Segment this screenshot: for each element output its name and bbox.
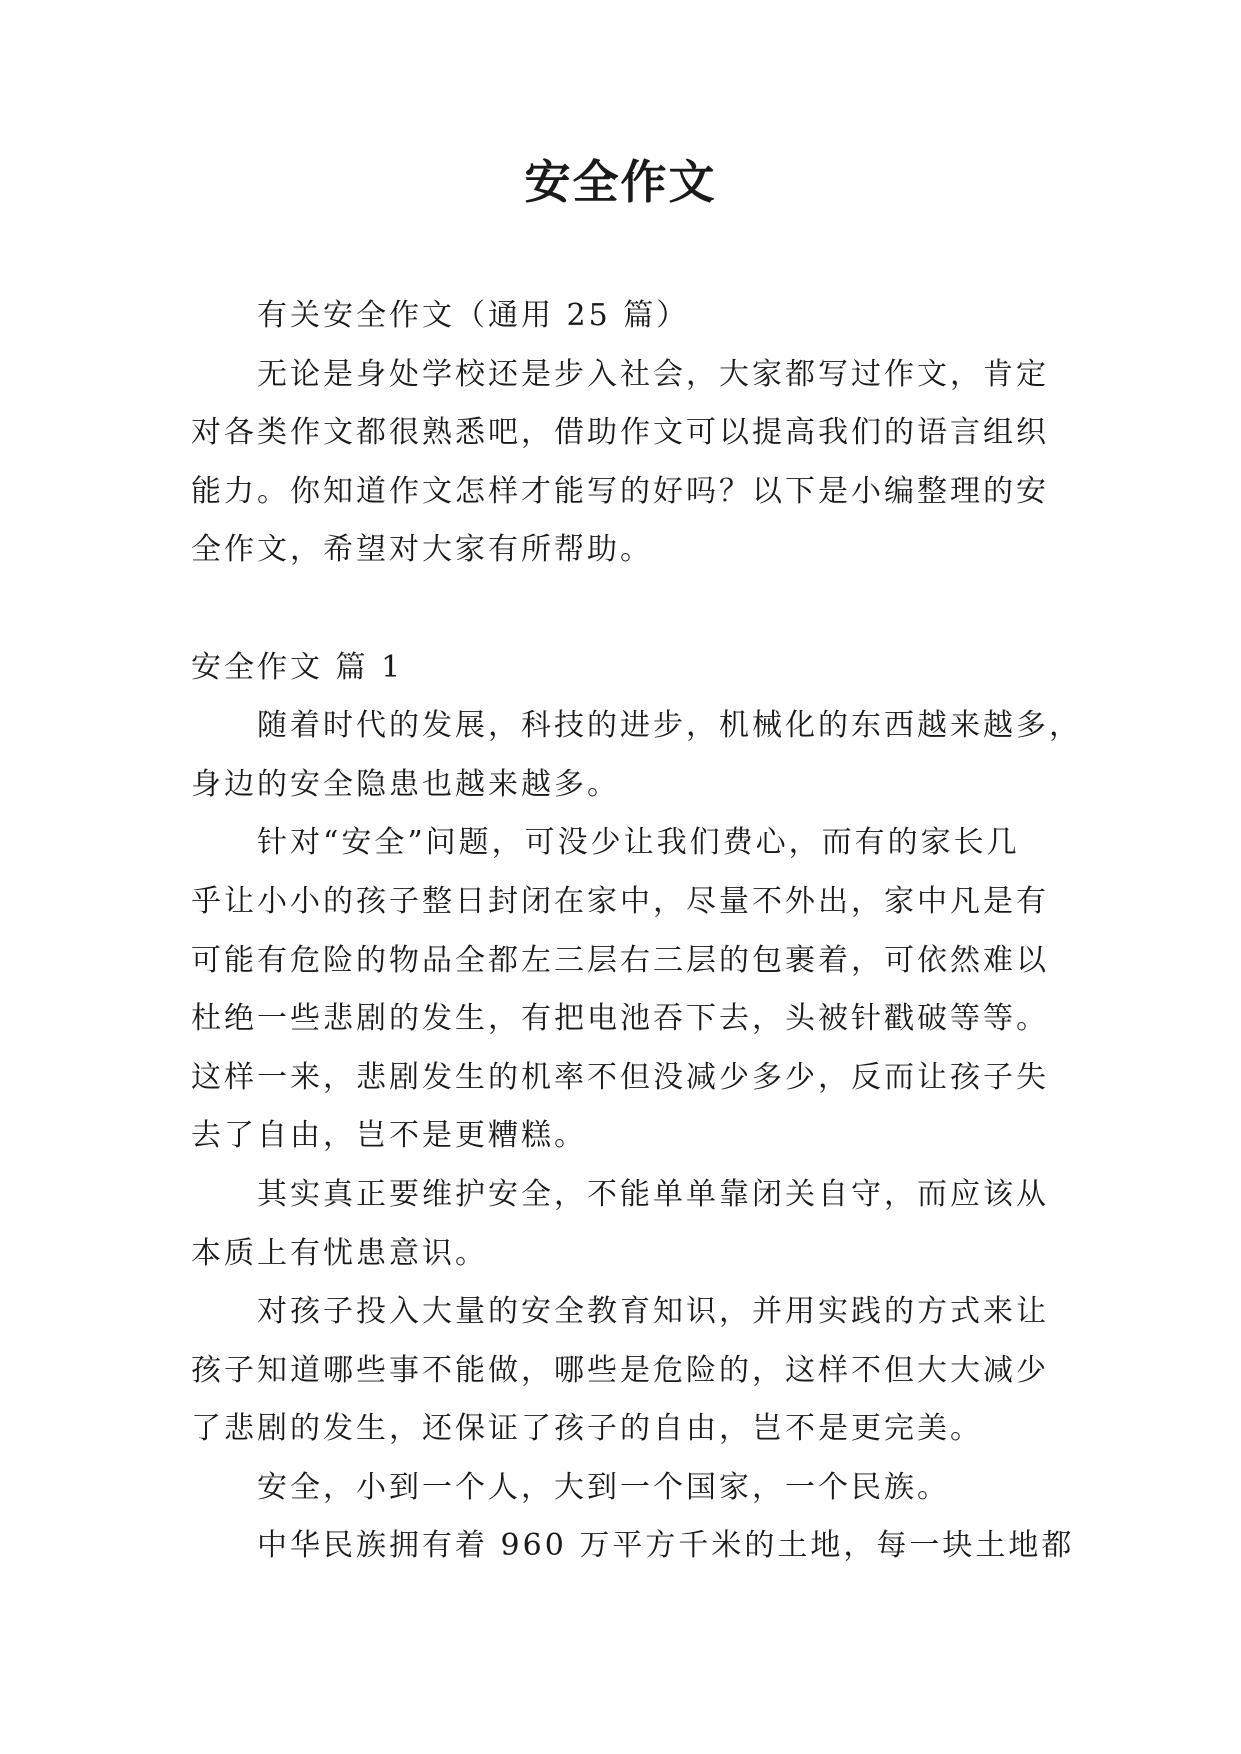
document-body [191, 287, 1082, 1576]
text-line: 杜绝一些悲剧的发生，有把电池吞下去，头被针戳破等等。 [191, 1001, 1049, 1037]
text-line: 对孩子投入大量的安全教育知识，并用实践的方式来让 [257, 1294, 1049, 1330]
text-line: 随着时代的发展，科技的进步，机械化的东西越来越多， [257, 708, 1082, 744]
text-line: 了悲剧的发生，还保证了孩子的自由，岂不是更完美。 [191, 1411, 983, 1447]
text-line: 中华民族拥有着 960 万平方千米的土地，每一块土地都 [257, 1528, 1075, 1564]
text-line: 对各类作文都很熟悉吧，借助作文可以提高我们的语言组织 [191, 415, 1049, 451]
text-line: 能力。你知道作文怎样才能写的好吗？以下是小编整理的安 [191, 473, 1049, 509]
text-line: 有关安全作文（通用 25 篇） [257, 298, 690, 333]
text-line: 身边的安全隐患也越来越多。 [191, 766, 620, 802]
text-line: 这样一来，悲剧发生的机率不但没减少多少，反而让孩子失 [191, 1059, 1049, 1095]
text-line: 安全，小到一个人，大到一个国家，一个民族。 [257, 1469, 950, 1505]
text-line: 孩子知道哪些事不能做，哪些是危险的，这样不但大大减少 [191, 1352, 1049, 1388]
text-line: 安全作文 篇 1 [191, 649, 404, 685]
text-line: 可能有危险的物品全都左三层右三层的包裹着，可依然难以 [191, 942, 1049, 978]
blank-line [191, 580, 1051, 639]
text-line: 本质上有忧患意识。 [191, 1235, 488, 1271]
text-line: 其实真正要维护安全，不能单单靠闭关自守，而应该从 [257, 1176, 1049, 1212]
document-title: 安全作文 [524, 155, 717, 209]
text-line: 乎让小小的孩子整日封闭在家中，尽量不外出，家中凡是有 [191, 883, 1049, 919]
text-line: 无论是身处学校还是步入社会，大家都写过作文，肯定 [257, 356, 1049, 392]
text-line: 去了自由，岂不是更糟糕。 [191, 1118, 587, 1154]
text-line: 针对“安全”问题，可没少让我们费心，而有的家长几 [257, 825, 1020, 861]
text-line: 全作文，希望对大家有所帮助。 [191, 532, 653, 568]
